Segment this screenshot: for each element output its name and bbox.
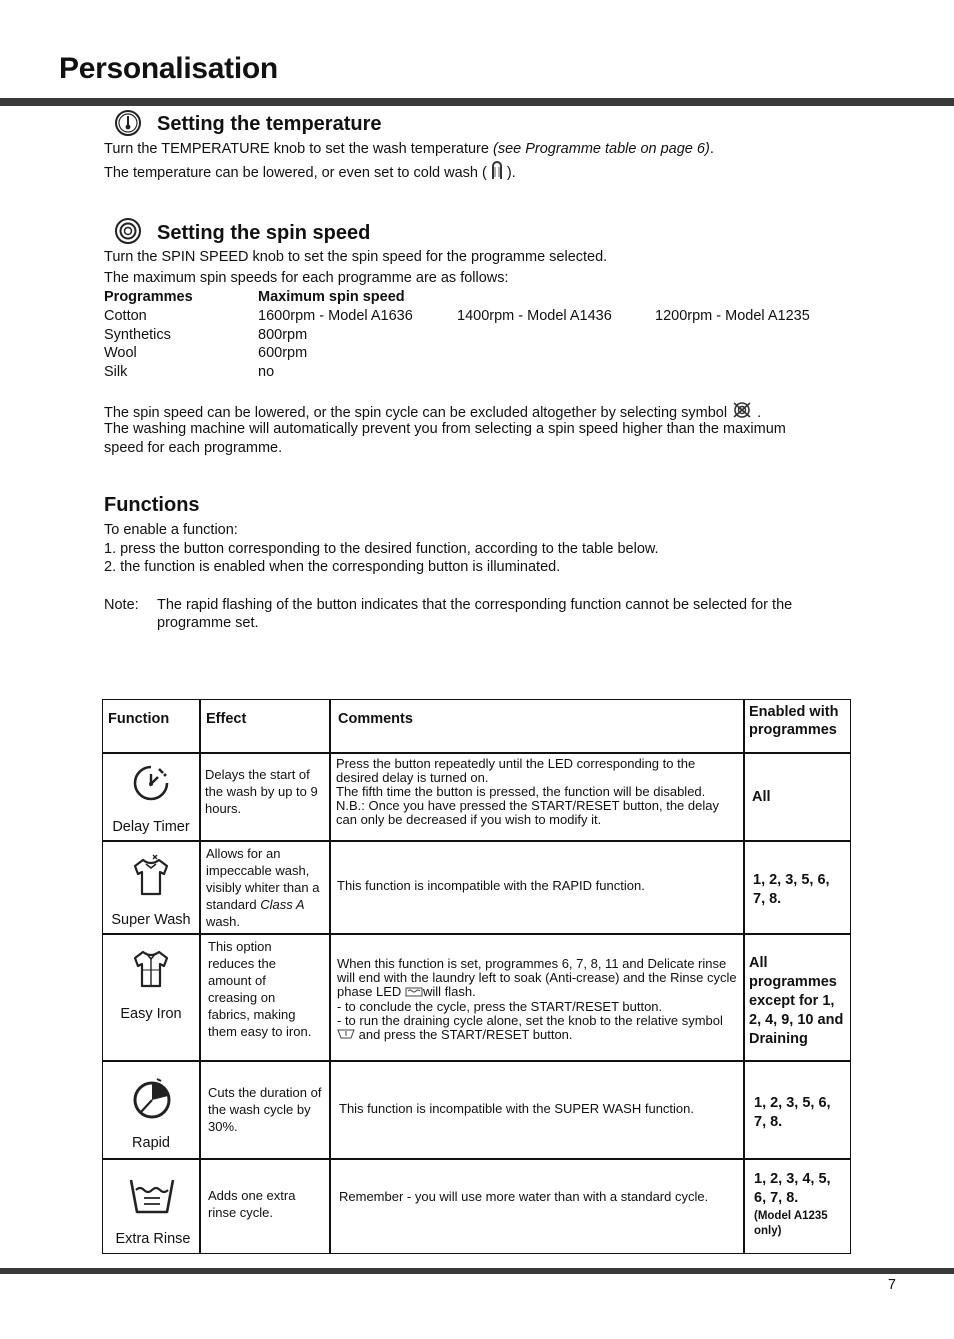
spin-paragraph-2: The washing machine will automatically prevent you from selecting a spin speed higher than the maximum [104, 421, 786, 437]
table-header-comments: Comments [338, 711, 413, 727]
function-enabled: All [752, 789, 771, 805]
spin-value: 1200rpm - Model A1235 [655, 307, 810, 324]
note-line-2: programme set. [157, 615, 259, 631]
function-enabled: 1, 2, 3, 4, 5, 6, 7, 8. [754, 1171, 831, 1206]
functions-step-1: 1. press the button corresponding to the desired function, according to the table below. [104, 541, 659, 557]
function-effect: This option reduces the amount of creasing on fabrics, making them easy to iron. [208, 939, 312, 1039]
spin-paragraph-3: speed for each programme. [104, 440, 283, 456]
rapid-icon [130, 1076, 174, 1125]
function-effect: Delays the start of the wash by up to 9 hours. [205, 767, 318, 816]
functions-table [102, 699, 851, 1254]
spin-speed-icon [113, 216, 143, 251]
rinse-led-icon [405, 986, 423, 1000]
spin-paragraph-1: The spin speed can be lowered, or the spin cycle can be excluded altogether by selecting symbol . [104, 401, 761, 425]
functions-step-2: 2. the function is enabled when the corresponding button is illuminated. [104, 559, 561, 575]
function-effect: Cuts the duration of the wash cycle by 30%. [208, 1085, 322, 1134]
table-header-function: Function [108, 711, 170, 727]
function-comment: This function is incompatible with the RAPID function. [337, 878, 645, 893]
functions-heading: Functions [104, 494, 200, 516]
drain-icon [337, 1028, 355, 1043]
function-enabled: 1, 2, 3, 5, 6, 7, 8. [754, 1095, 831, 1130]
footer-rule [0, 1268, 954, 1274]
function-enabled: All programmes except for 1, 2, 4, 9, 10 and Draining [749, 955, 844, 1047]
spin-value: 800rpm [258, 326, 308, 343]
max-spin-header: Maximum spin speed [258, 289, 405, 305]
programme-name: Synthetics [104, 326, 171, 343]
programme-name: Cotton [104, 307, 147, 324]
extra-rinse-icon [128, 1174, 176, 1223]
function-name: Extra Rinse [115, 1231, 191, 1247]
table-header-effect: Effect [206, 711, 247, 727]
page-number: 7 [887, 1277, 896, 1293]
functions-intro: To enable a function: [104, 522, 238, 538]
spin-value: 600rpm [258, 345, 308, 362]
spin-line-2: The maximum spin speeds for each programme are as follows: [104, 270, 509, 286]
temperature-line-2: The temperature can be lowered, or even set to cold wash ( ). [104, 159, 516, 187]
function-enabled-note: (Model A1235 only) [754, 1210, 828, 1237]
delay-timer-icon [131, 763, 171, 808]
function-name: Easy Iron [120, 1006, 182, 1022]
spin-line-1: Turn the SPIN SPEED knob to set the spin speed for the programme selected. [104, 249, 608, 265]
spin-heading: Setting the spin speed [157, 222, 371, 244]
title-rule [0, 98, 954, 106]
function-name: Rapid [132, 1135, 170, 1151]
function-enabled: 1, 2, 3, 5, 6, 7, 8. [753, 872, 830, 907]
function-effect: Allows for an impeccable wash, visibly whiter than a standard Class A wash. [206, 846, 320, 929]
temperature-line-1: Turn the TEMPERATURE knob to set the wash temperature (see Programme table on page 6). [104, 141, 714, 157]
programme-name: Silk [104, 364, 128, 381]
spin-value: 1400rpm - Model A1436 [457, 307, 612, 324]
table-header-enabled: Enabled with programmes [749, 704, 839, 738]
note-label: Note: [104, 597, 139, 613]
function-name: Super Wash [111, 912, 191, 928]
page-title: Personalisation [59, 52, 278, 85]
iron-shirt-icon [129, 946, 173, 995]
note-line-1: The rapid flashing of the button indicates that the corresponding function cannot be selected for the [157, 597, 793, 613]
temperature-heading: Setting the temperature [157, 113, 382, 135]
spin-value: 1600rpm - Model A1636 [258, 307, 413, 324]
spin-value: no [258, 364, 275, 381]
shirt-icon [129, 854, 173, 903]
programme-name: Wool [104, 345, 137, 362]
function-name: Delay Timer [112, 819, 190, 835]
function-comment: Remember - you will use more water than with a standard cycle. [339, 1189, 709, 1204]
thermometer-icon [113, 108, 143, 143]
function-comment: When this function is set, programmes 6, 7, 8, 11 and Delicate rinse will end with the laundry left to soak (Anti-crease) and the Rinse cycle phase LED will flash. - to conclude the cycle, press the START/RESET button. - to run the draining cycle alone, set the knob to the relative symbol and press the START/RESET button. [337, 956, 737, 1042]
function-comment: This function is incompatible with the SUPER WASH function. [339, 1101, 694, 1116]
function-effect: Adds one extra rinse cycle. [208, 1188, 296, 1220]
function-comment: Press the button repeatedly until the LED corresponding to the desired delay is turned on. The fifth time the button is pressed, the function will be disabled. N.B.: Once you have pressed the START/RESET button, the delay can only be decreased if you wish to modify it. [336, 756, 719, 827]
cold-wash-icon [487, 159, 507, 187]
programmes-header: Programmes [104, 289, 193, 305]
